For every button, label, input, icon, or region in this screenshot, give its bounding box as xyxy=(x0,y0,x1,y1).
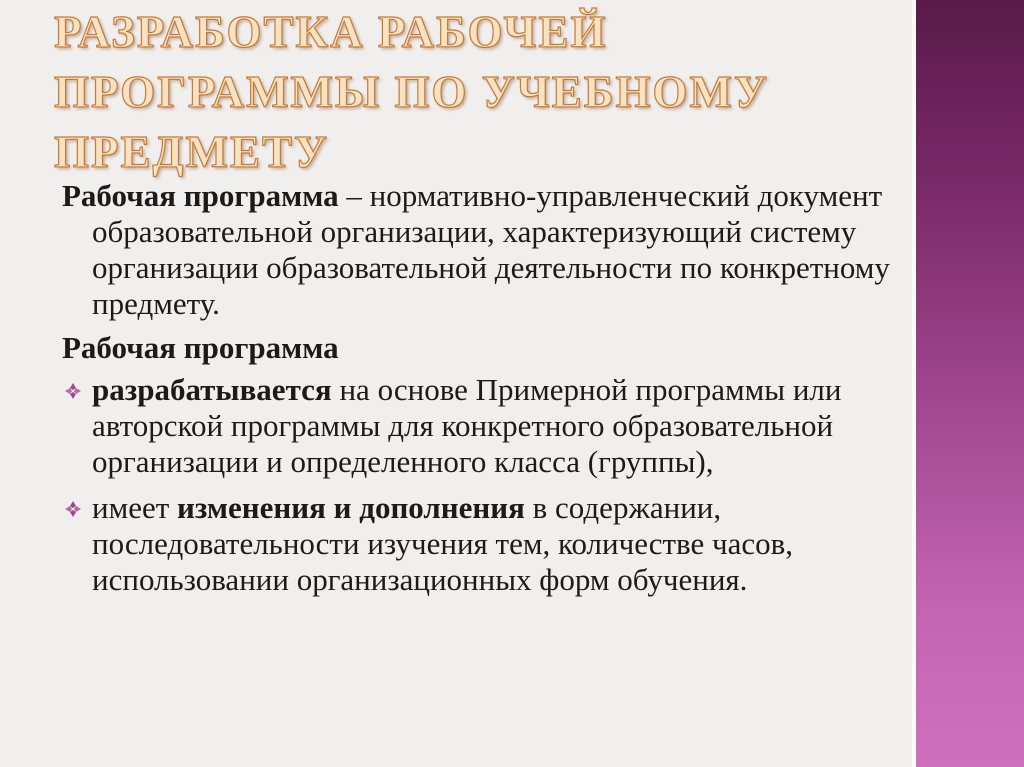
bullet-bold-2: изменения и дополнения xyxy=(177,490,525,525)
definition-paragraph xyxy=(62,178,904,322)
diamond-bullet-icon xyxy=(64,382,82,400)
bullet-text-2b: в содержании, последовательности изучения тем, количестве часов, использовании организационных форм обучения. xyxy=(92,490,793,597)
subheading: Рабочая программа xyxy=(62,330,339,365)
bullet-text-2a: имеет xyxy=(92,490,178,525)
bullet-item xyxy=(62,490,904,598)
bullet-bold-1: разрабатывается xyxy=(92,372,332,407)
diamond-bullet-icon xyxy=(64,500,82,518)
bullet-text-1: на основе Примерной программы или авторской программы для конкретного образовательной организации и определенного класса (группы), xyxy=(92,372,842,479)
slide-title: РАЗРАБОТКА РАБОЧЕЙ ПРОГРАММЫ ПО УЧЕБНОМУ ПРЕДМЕТУ xyxy=(54,7,770,177)
definition-term: Рабочая программа xyxy=(62,178,339,213)
bullet-item xyxy=(62,372,904,480)
decorative-side-stripe xyxy=(916,0,1024,767)
definition-text: – нормативно-управленческий документ образовательной организации, характеризующий систему организации образовательной деятельности по конкретному предмету. xyxy=(92,178,890,321)
slide-body xyxy=(62,178,904,608)
